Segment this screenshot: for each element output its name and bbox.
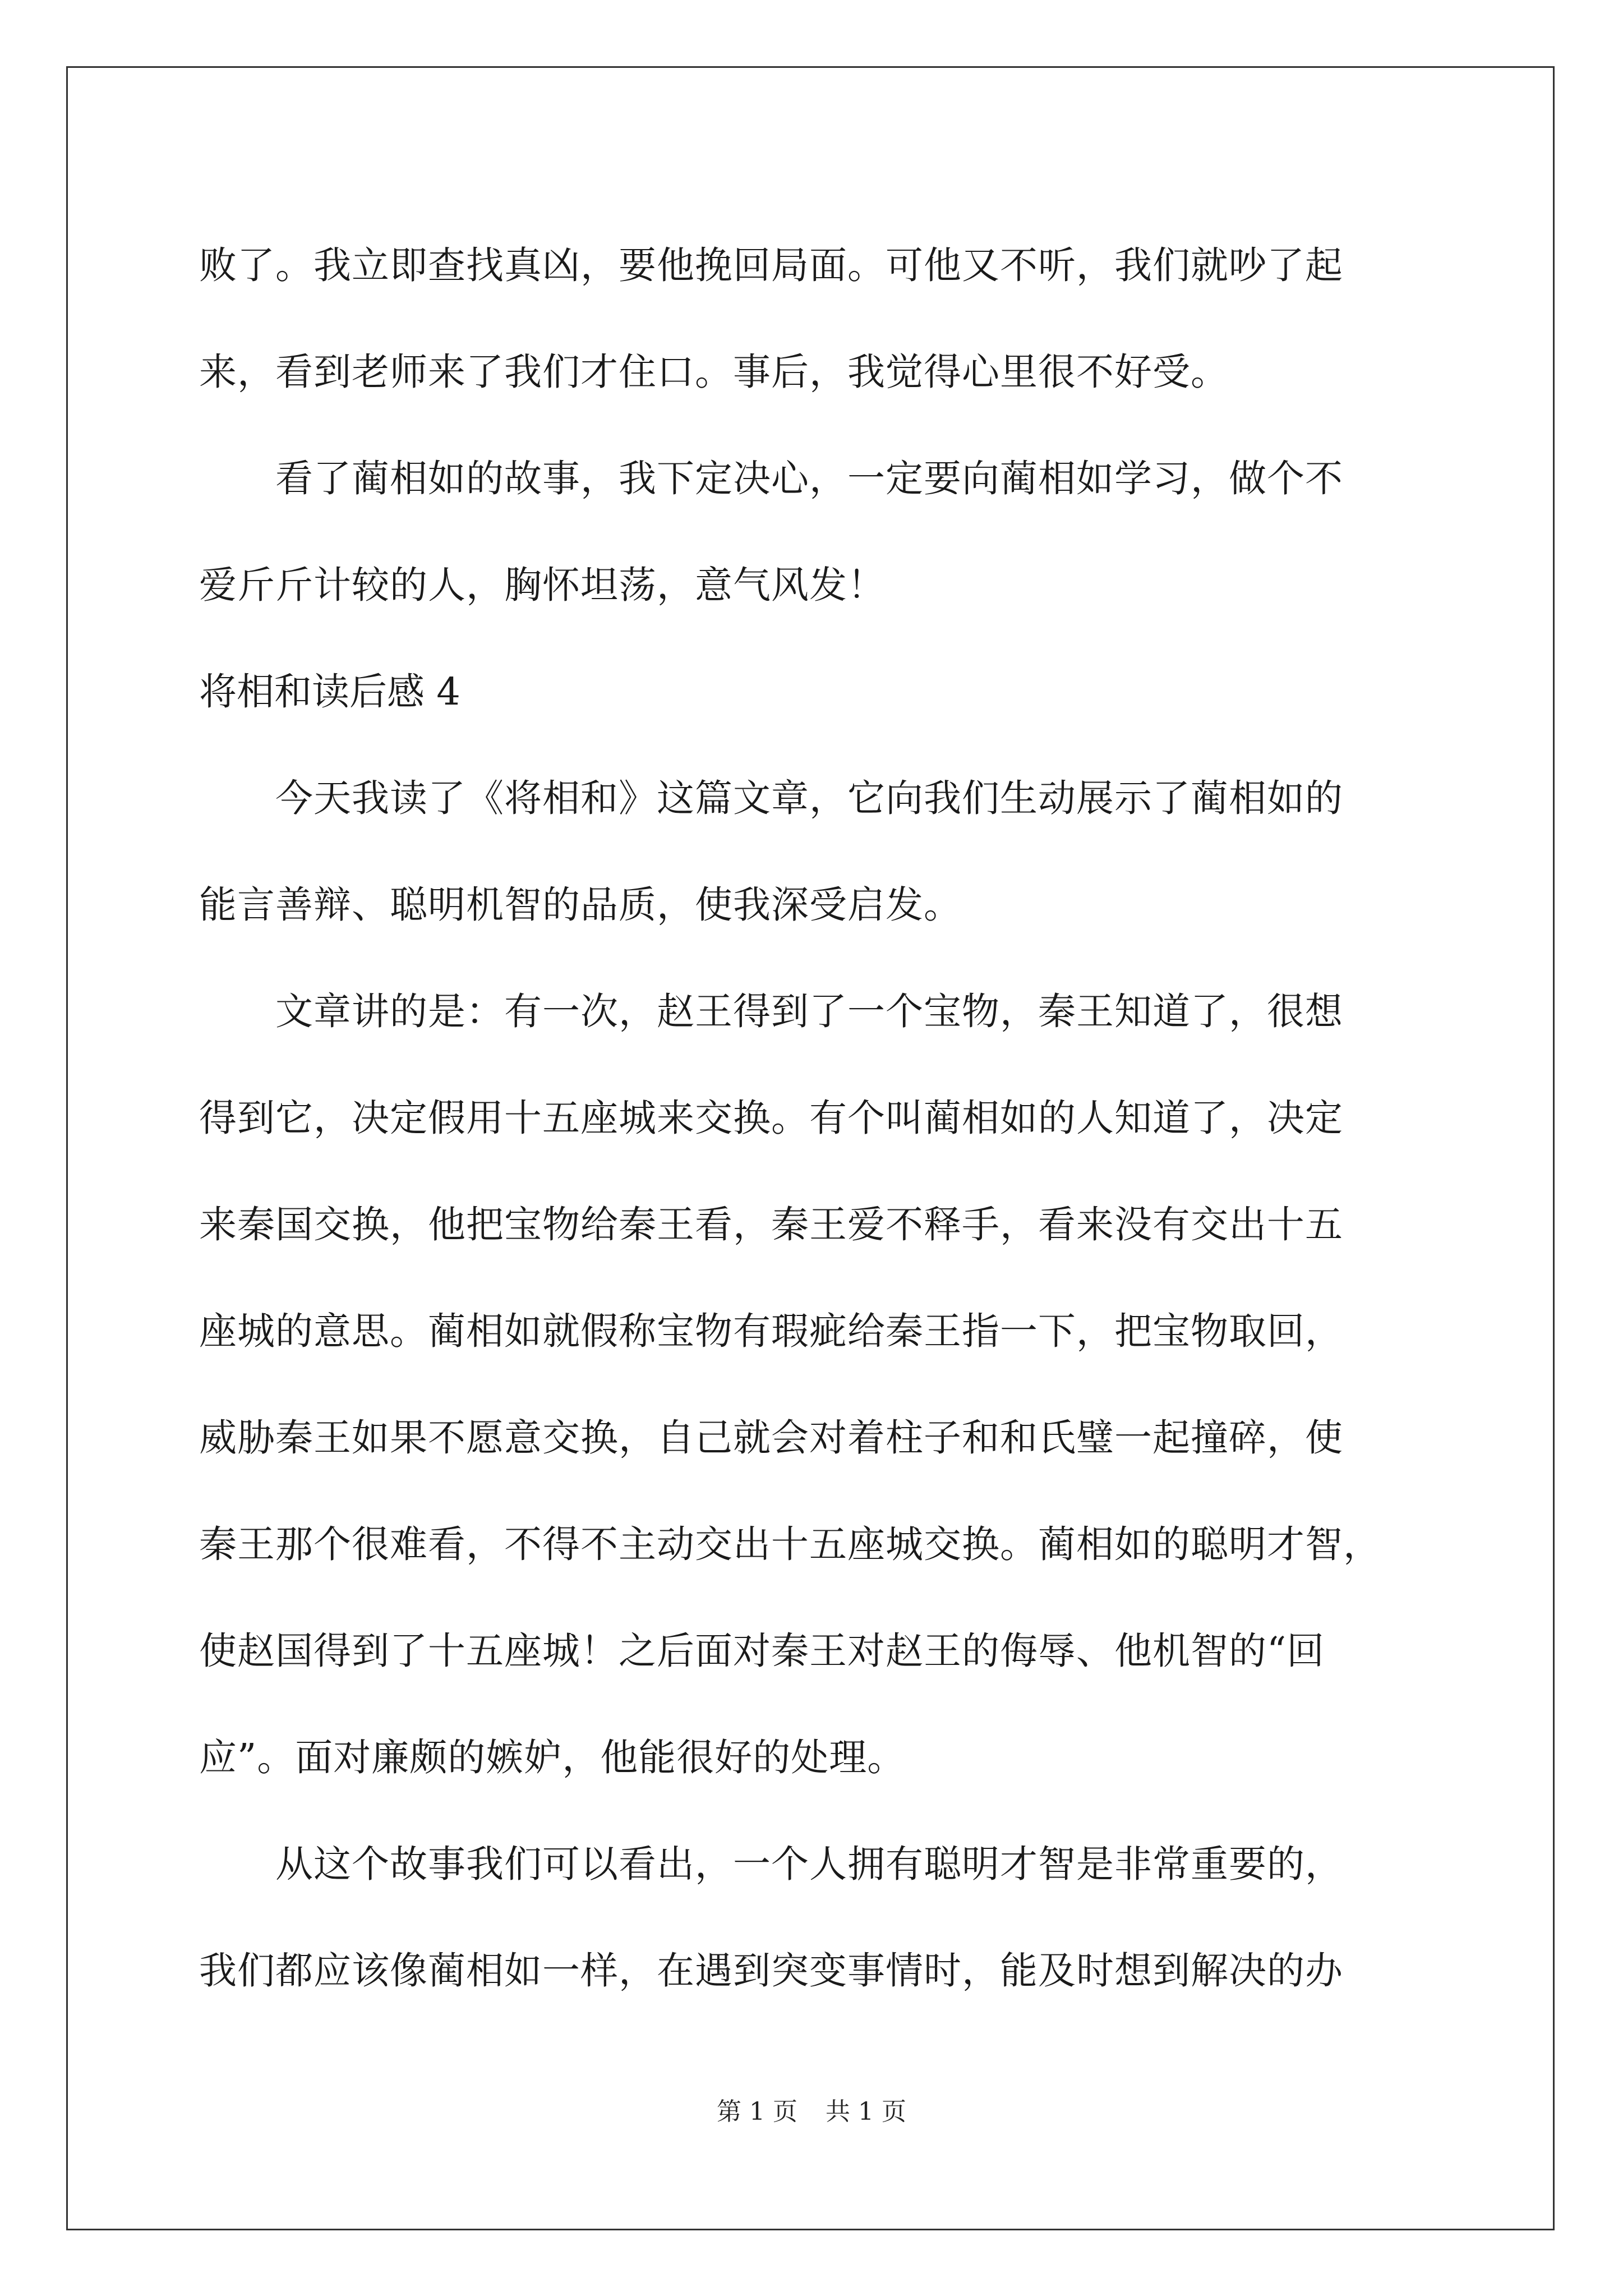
page-total: 共 1 页	[826, 2097, 906, 2126]
text-line: 座城的意思。蔺相如就假称宝物有瑕疵给秦王指一下，把宝物取回，	[199, 1309, 1343, 1353]
text-line: 文章讲的是：有一次，赵王得到了一个宝物，秦王知道了，很想	[275, 990, 1343, 1033]
page-number: 第 1 页	[717, 2097, 797, 2126]
text-line: 今天我读了《将相和》这篇文章，它向我们生动展示了蔺相如的	[275, 776, 1343, 820]
document-body	[199, 212, 1433, 2024]
text-line: 我们都应该像蔺相如一样，在遇到突变事情时，能及时想到解决的办	[199, 1949, 1343, 1993]
text-line: 爱斤斤计较的人，胸怀坦荡，意气风发！	[199, 563, 886, 607]
text-line: 从这个故事我们可以看出，一个人拥有聪明才智是非常重要的，	[275, 1842, 1343, 1886]
page-footer	[0, 2091, 1623, 2127]
text-line: 看了蔺相如的故事，我下定决心，一定要向蔺相如学习，做个不	[275, 457, 1343, 500]
text-line: 来秦国交换，他把宝物给秦王看，秦王爱不释手，看来没有交出十五	[199, 1203, 1343, 1246]
text-line: 秦王那个很难看，不得不主动交出十五座城交换。蔺相如的聪明才智，	[199, 1522, 1381, 1566]
text-line: 威胁秦王如果不愿意交换，自己就会对着柱子和和氏璧一起撞碎，使	[199, 1416, 1343, 1460]
text-line: 使赵国得到了十五座城！之后面对秦王对赵王的侮辱、他机智的“回	[199, 1629, 1325, 1673]
text-line: 败了。我立即查找真凶，要他挽回局面。可他又不听，我们就吵了起	[199, 243, 1343, 287]
section-heading: 将相和读后感 4	[199, 670, 460, 714]
text-line: 来，看到老师来了我们才住口。事后，我觉得心里很不好受。	[199, 350, 1229, 394]
text-line: 得到它，决定假用十五座城来交换。有个叫蔺相如的人知道了，决定	[199, 1096, 1343, 1140]
text-line: 能言善辩、聪明机智的品质，使我深受启发。	[199, 883, 962, 927]
text-line: 应”。面对廉颇的嫉妒，他能很好的处理。	[199, 1736, 906, 1779]
